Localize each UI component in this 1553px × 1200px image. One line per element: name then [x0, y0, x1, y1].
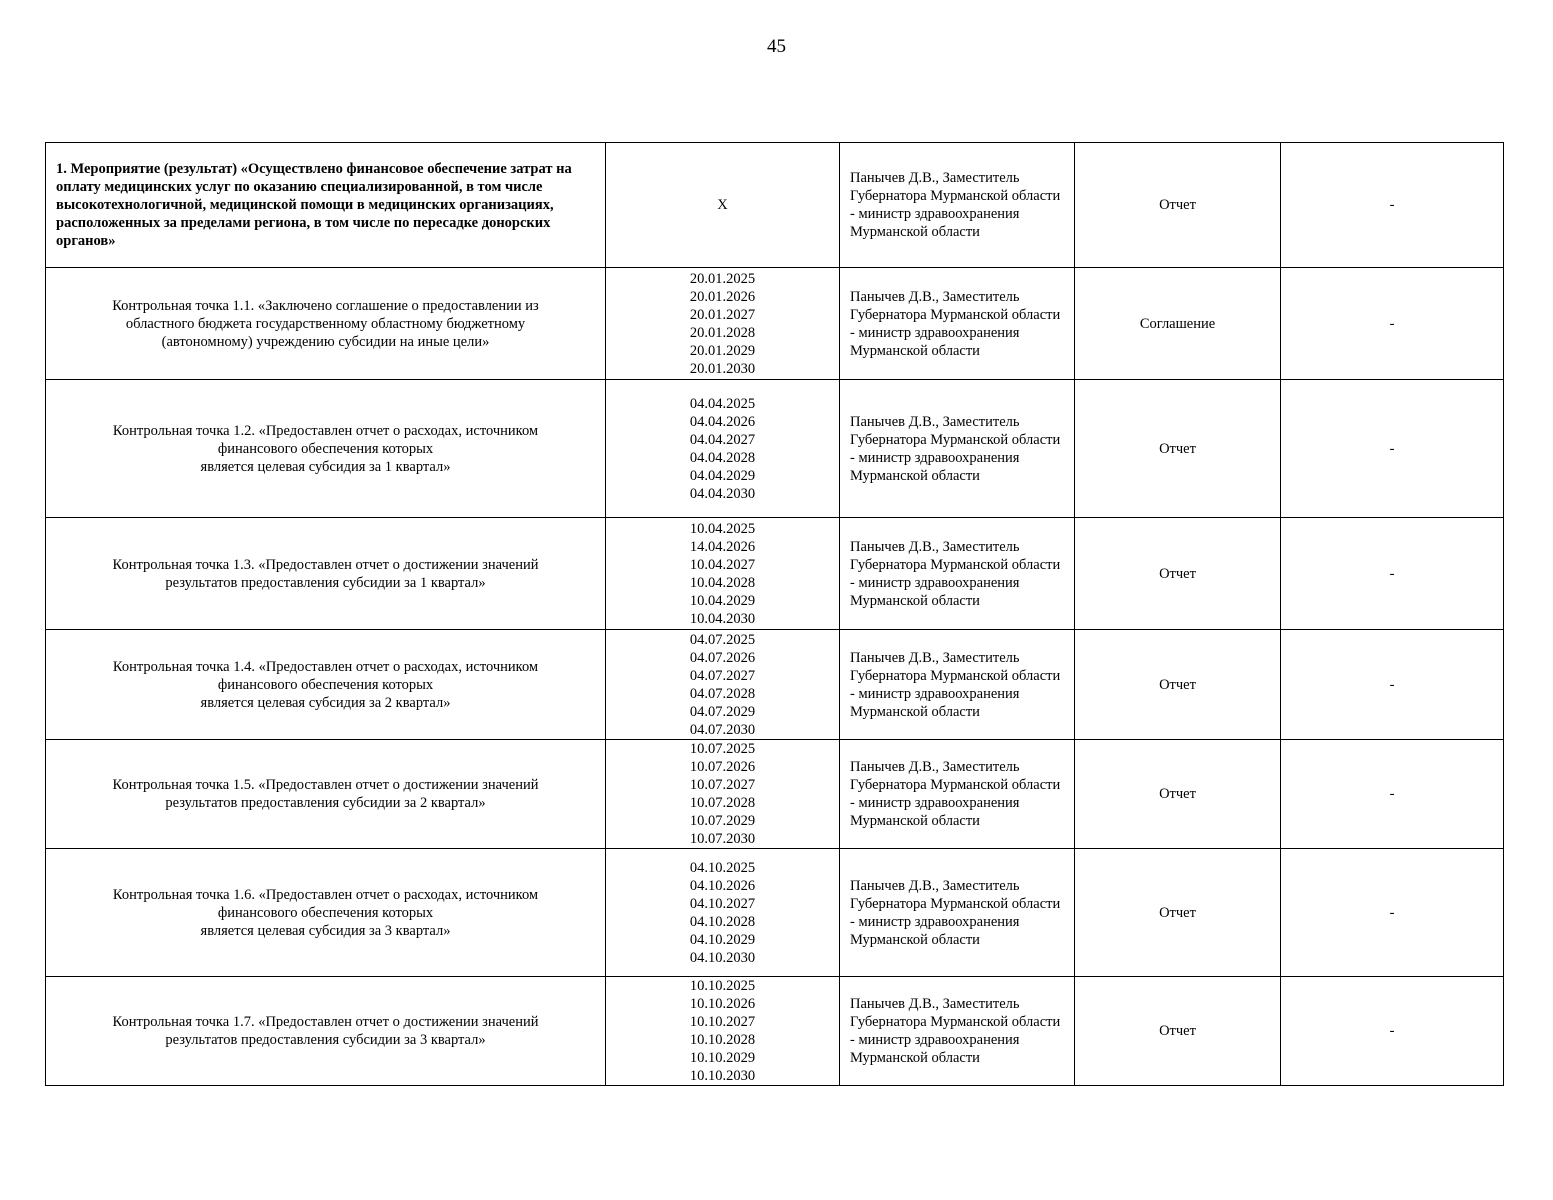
- checkpoint-extra: -: [1281, 977, 1504, 1086]
- checkpoint-date: 04.04.2026: [689, 413, 756, 430]
- checkpoint-date: 04.10.2026: [689, 877, 756, 894]
- checkpoint-name: [46, 849, 606, 977]
- checkpoint-row: [46, 740, 1504, 849]
- checkpoint-row: [46, 380, 1504, 518]
- checkpoint-name-line: областного бюджета государственному областному бюджетному: [125, 315, 526, 332]
- page-number: 45: [767, 36, 786, 57]
- checkpoint-name-line: является целевая субсидия за 1 квартал»: [200, 458, 451, 475]
- checkpoint-name-line: Контрольная точка 1.4. «Предоставлен отчет о расходах, источником: [112, 658, 539, 675]
- checkpoint-responsible: Панычев Д.В., Заместитель Губернатора Мурманской области - министр здравоохранения Мурманской области: [840, 630, 1075, 740]
- checkpoint-date: 10.04.2027: [689, 556, 756, 573]
- checkpoint-date: 20.01.2026: [689, 288, 756, 305]
- checkpoint-name: [46, 518, 606, 630]
- checkpoint-dates: [606, 380, 840, 518]
- checkpoint-responsible: Панычев Д.В., Заместитель Губернатора Мурманской области - министр здравоохранения Мурманской области: [840, 518, 1075, 630]
- checkpoint-date: 04.04.2025: [689, 395, 756, 412]
- checkpoint-extra: -: [1281, 740, 1504, 849]
- checkpoint-date: 10.10.2028: [689, 1032, 756, 1048]
- checkpoint-row: [46, 977, 1504, 1086]
- checkpoint-name-line: (автономному) учреждению субсидии на иные цели»: [161, 333, 490, 350]
- checkpoint-name-line: финансового обеспечения которых: [217, 440, 434, 457]
- checkpoint-name-line: является целевая субсидия за 2 квартал»: [200, 694, 451, 711]
- checkpoint-extra: -: [1281, 268, 1504, 380]
- checkpoint-date: 04.07.2026: [689, 649, 756, 666]
- checkpoint-name-line: Контрольная точка 1.5. «Предоставлен отчет о достижении значений: [112, 777, 539, 793]
- checkpoint-date: 10.07.2026: [689, 759, 756, 775]
- checkpoint-date: 10.04.2029: [689, 592, 756, 609]
- checkpoint-responsible: Панычев Д.В., Заместитель Губернатора Мурманской области - министр здравоохранения Мурманской области: [840, 380, 1075, 518]
- checkpoint-name: [46, 630, 606, 740]
- checkpoint-name-line: результатов предоставления субсидии за 2 квартал»: [165, 795, 486, 811]
- checkpoint-date: 04.07.2025: [689, 631, 756, 648]
- checkpoint-date: 04.07.2028: [689, 685, 756, 702]
- checkpoint-name-line: Контрольная точка 1.6. «Предоставлен отчет о расходах, источником: [112, 886, 539, 903]
- checkpoint-date: 04.04.2027: [689, 431, 756, 448]
- checkpoint-date: 10.07.2029: [689, 813, 756, 829]
- checkpoint-date: 04.07.2027: [689, 667, 756, 684]
- checkpoint-date: 04.10.2025: [689, 859, 756, 876]
- checkpoint-document: Отчет: [1075, 380, 1281, 518]
- checkpoint-date: 10.04.2025: [689, 520, 756, 537]
- checkpoint-date: 04.10.2030: [689, 949, 756, 966]
- checkpoint-dates: [606, 740, 840, 849]
- checkpoint-name-line: финансового обеспечения которых: [217, 676, 434, 693]
- checkpoint-date: 14.04.2026: [689, 538, 756, 555]
- checkpoint-document: Отчет: [1075, 740, 1281, 849]
- checkpoint-dates: [606, 977, 840, 1086]
- checkpoint-document: Отчет: [1075, 849, 1281, 977]
- checkpoint-date: 10.07.2027: [689, 777, 756, 793]
- checkpoint-name-line: Контрольная точка 1.7. «Предоставлен отчет о достижении значений: [112, 1014, 539, 1030]
- checkpoint-dates: [606, 630, 840, 740]
- checkpoint-date: 04.04.2030: [689, 485, 756, 502]
- checkpoint-date: 10.07.2028: [689, 795, 756, 811]
- event-extra: -: [1281, 143, 1504, 268]
- checkpoint-date: 04.07.2029: [689, 703, 756, 720]
- checkpoint-date: 10.10.2027: [689, 1014, 756, 1030]
- checkpoint-date: 10.07.2030: [689, 831, 756, 847]
- checkpoint-name: [46, 380, 606, 518]
- checkpoint-dates: [606, 518, 840, 630]
- event-document: Отчет: [1075, 143, 1281, 268]
- checkpoint-date: 04.10.2028: [689, 913, 756, 930]
- checkpoint-document: Соглашение: [1075, 268, 1281, 380]
- checkpoint-date: 20.01.2028: [689, 324, 756, 341]
- checkpoint-name-line: результатов предоставления субсидии за 3 квартал»: [165, 1032, 486, 1048]
- checkpoint-date: 10.07.2025: [689, 741, 756, 757]
- checkpoint-extra: -: [1281, 630, 1504, 740]
- checkpoint-name-line: Контрольная точка 1.2. «Предоставлен отчет о расходах, источником: [112, 422, 539, 439]
- checkpoint-responsible: Панычев Д.В., Заместитель Губернатора Мурманской области - министр здравоохранения Мурманской области: [840, 268, 1075, 380]
- checkpoint-date: 10.10.2025: [689, 978, 756, 994]
- event-row: [46, 143, 1504, 268]
- checkpoint-name: [46, 268, 606, 380]
- checkpoint-row: [46, 630, 1504, 740]
- checkpoint-date: 04.04.2028: [689, 449, 756, 466]
- checkpoint-extra: -: [1281, 380, 1504, 518]
- checkpoint-row: [46, 849, 1504, 977]
- checkpoint-date: 10.04.2028: [689, 574, 756, 591]
- checkpoint-row: [46, 518, 1504, 630]
- checkpoint-date: 10.10.2029: [689, 1050, 756, 1066]
- implementation-plan-table: [45, 142, 1504, 1086]
- checkpoint-extra: -: [1281, 849, 1504, 977]
- checkpoint-date: 20.01.2025: [689, 270, 756, 287]
- checkpoint-date: 20.01.2029: [689, 342, 756, 359]
- checkpoint-date: 04.07.2030: [689, 721, 756, 738]
- checkpoint-document: Отчет: [1075, 518, 1281, 630]
- checkpoint-dates: [606, 268, 840, 380]
- checkpoint-responsible: Панычев Д.В., Заместитель Губернатора Мурманской области - министр здравоохранения Мурманской области: [840, 849, 1075, 977]
- checkpoint-responsible: Панычев Д.В., Заместитель Губернатора Мурманской области - министр здравоохранения Мурманской области: [840, 977, 1075, 1086]
- checkpoint-date: 10.10.2030: [689, 1068, 756, 1084]
- checkpoint-name-line: Контрольная точка 1.3. «Предоставлен отчет о достижении значений: [112, 556, 539, 573]
- event-dates: Х: [606, 143, 840, 268]
- checkpoint-responsible: Панычев Д.В., Заместитель Губернатора Мурманской области - министр здравоохранения Мурманской области: [840, 740, 1075, 849]
- event-responsible: Панычев Д.В., Заместитель Губернатора Мурманской области - министр здравоохранения Мурманской области: [840, 143, 1075, 268]
- checkpoint-name-line: финансового обеспечения которых: [217, 904, 434, 921]
- checkpoint-name-line: результатов предоставления субсидии за 1 квартал»: [165, 574, 486, 591]
- checkpoint-date: 04.04.2029: [689, 467, 756, 484]
- checkpoint-date: 20.01.2030: [689, 360, 756, 377]
- checkpoint-date: 04.10.2027: [689, 895, 756, 912]
- checkpoint-date: 04.10.2029: [689, 931, 756, 948]
- checkpoint-name-line: является целевая субсидия за 3 квартал»: [200, 922, 451, 939]
- event-name: 1. Мероприятие (результат) «Осуществлено финансовое обеспечение затрат на оплату медицинских услуг по оказанию специализированной, в том числе высокотехнологичной, медицинской помощи в медицинских организациях, расположенных за пределами региона, в том числе по пересадке донорских органов»: [46, 143, 606, 268]
- checkpoint-document: Отчет: [1075, 977, 1281, 1086]
- checkpoint-row: [46, 268, 1504, 380]
- checkpoint-name: [46, 740, 606, 849]
- checkpoint-date: 20.01.2027: [689, 306, 756, 323]
- checkpoint-dates: [606, 849, 840, 977]
- checkpoint-date: 10.04.2030: [689, 610, 756, 627]
- checkpoint-extra: -: [1281, 518, 1504, 630]
- checkpoint-name-line: Контрольная точка 1.1. «Заключено соглашение о предоставлении из: [112, 297, 539, 314]
- checkpoint-name: [46, 977, 606, 1086]
- checkpoint-document: Отчет: [1075, 630, 1281, 740]
- checkpoint-date: 10.10.2026: [689, 996, 756, 1012]
